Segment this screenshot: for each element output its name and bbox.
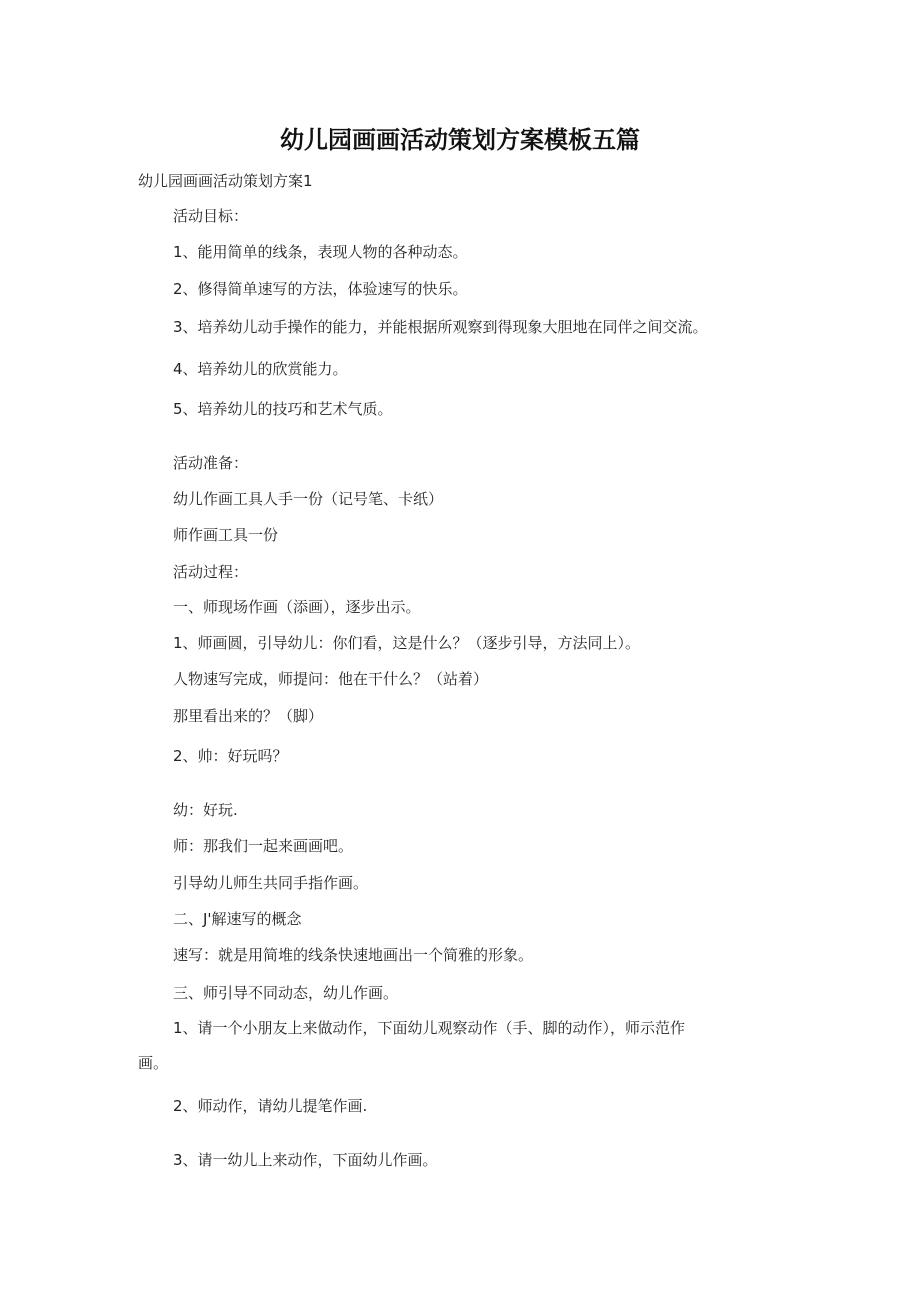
goal-item-2: 2、修得简单速写的方法，体验速写的快乐。 [173, 280, 468, 298]
document-title: 幼儿园画画活动策划方案模板五篇 [280, 126, 640, 154]
process-line: 引导幼儿师生共同手指作画。 [173, 874, 369, 892]
goal-item-3: 3、培养幼儿动手操作的能力，并能根据所观察到得现象大胆地在同伴之间交流。 [173, 318, 708, 336]
process-line: 2、师动作，请幼儿提笔作画. [173, 1097, 368, 1115]
heading-goals: 活动目标： [173, 207, 249, 225]
process-line: 幼：好玩. [173, 801, 238, 819]
process-line: 1、师画圆，引导幼儿：你们看，这是什么？（逐步引导，方法同上）。 [173, 634, 641, 652]
section-subtitle: 幼儿园画画活动策划方案1 [138, 172, 313, 190]
process-line: 1、请一个小朋友上来做动作，下面幼儿观察动作（手、脚的动作），师示范作 [173, 1019, 686, 1037]
process-step-3: 三、师引导不同动态，幼儿作画。 [173, 984, 399, 1002]
process-line: 速写：就是用简堆的线条快速地画出一个简雅的形象。 [173, 946, 534, 964]
process-step-1: 一、师现场作画（添画），逐步出示。 [173, 598, 421, 616]
goal-item-5: 5、培养幼儿的技巧和艺术气质。 [173, 400, 393, 418]
process-line: 师：那我们一起来画画吧。 [173, 837, 354, 855]
process-line: 3、请一幼儿上来动作，下面幼儿作画。 [173, 1151, 438, 1169]
heading-process: 活动过程： [173, 563, 249, 581]
process-line: 人物速写完成，师提问：他在干什么？（站着） [173, 670, 489, 688]
goal-item-4: 4、培养幼儿的欣赏能力。 [173, 360, 348, 378]
process-line-continuation: 画。 [138, 1054, 169, 1072]
goal-item-1: 1、能用简单的线条，表现人物的各种动态。 [173, 243, 468, 261]
preparation-item-1: 幼儿作画工具人手一份（记号笔、卡纸） [173, 490, 444, 508]
process-line: 那里看出来的？（脚） [173, 707, 324, 725]
process-line: 2、帅：好玩吗？ [173, 747, 288, 765]
preparation-item-2: 师作画工具一份 [173, 526, 279, 544]
process-step-2: 二、J'解速写的概念 [173, 910, 302, 928]
heading-preparation: 活动准备： [173, 454, 249, 472]
